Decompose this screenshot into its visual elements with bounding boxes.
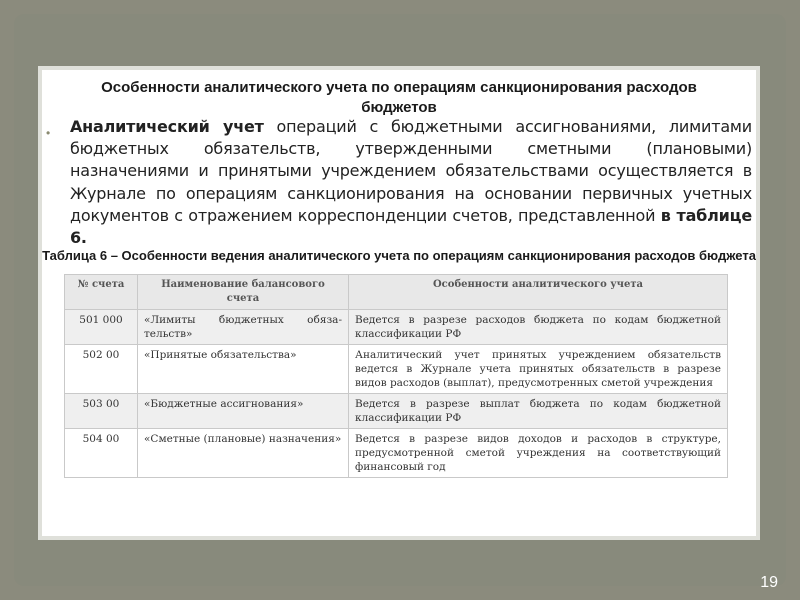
account-number: 504 00 <box>65 429 138 478</box>
account-name: «Бюджетные ассигнования» <box>138 394 349 429</box>
account-feature: Аналитический учет принятых учреждением обязательств ведется в Журнале учета принятых обязательств в разрезе видов расходов (выплат), предусмотренных сметой учреждения <box>349 345 728 394</box>
table-row <box>65 345 728 394</box>
table-row <box>65 429 728 478</box>
accounts-table <box>64 274 728 478</box>
header-accounting-features: Особенности аналитического учета <box>349 275 728 310</box>
account-feature: Ведется в разрезе видов доходов и расходов в структуре, предусмотренной сметой учреждения на соответствующий финансовый год <box>349 429 728 478</box>
account-number: 502 00 <box>65 345 138 394</box>
table-row <box>65 310 728 345</box>
account-number: 503 00 <box>65 394 138 429</box>
body-paragraph <box>70 116 752 249</box>
header-account-number: № счета <box>65 275 138 310</box>
account-feature: Ведется в разрезе выплат бюджета по кодам бюджетной классификации РФ <box>349 394 728 429</box>
table-caption: Таблица 6 – Особенности ведения аналитического учета по операциям санкционирования расходов бюджета <box>42 248 756 263</box>
account-name: «Принятые обязательства» <box>138 345 349 394</box>
table-row <box>65 394 728 429</box>
account-number: 501 000 <box>65 310 138 345</box>
account-name: «Сметные (плановые) назначения» <box>138 429 349 478</box>
slide-content <box>38 66 760 540</box>
slide-title: Особенности аналитического учета по операциям санкционирования расходов бюджетов <box>101 79 697 116</box>
account-feature: Ведется в разрезе расходов бюджета по кодам бюджетной классификации РФ <box>349 310 728 345</box>
paragraph-table-ref: в таблице 6. <box>70 205 752 248</box>
account-name: «Лимиты бюджетных обяза-тельств» <box>138 310 349 345</box>
page-number: 19 <box>760 574 778 591</box>
header-account-name: Наименование балансового счета <box>138 275 349 310</box>
paragraph-lead: Аналитический учет <box>70 117 264 136</box>
table-header-row <box>65 275 728 310</box>
paragraph-body: операций с бюджетными ассигнованиями, лимитами бюджетных обязательств, утвержденными сметными (плановыми) назначениями и принятыми учреждением обязательствами осуществляется в Журнале по операциям санкционирования на основании первичных учетных документов с отражением корреспонденции счетов, представленной <box>70 117 752 225</box>
bullet-icon: • <box>46 126 51 140</box>
